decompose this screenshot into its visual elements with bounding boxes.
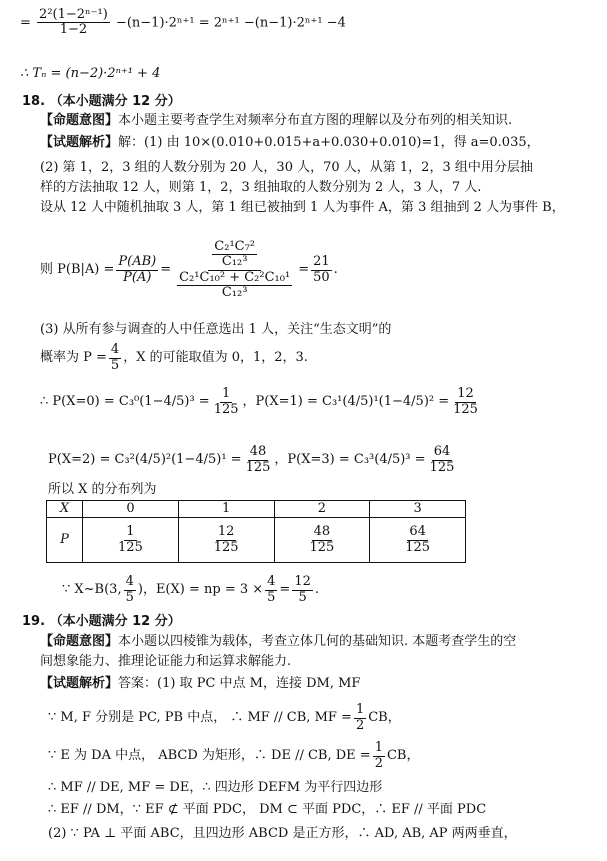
tn-result: ∴ Tₙ = (n−2)·2ⁿ⁺¹ + 4: [20, 66, 161, 81]
combination-fraction: $\frac{\frac{\text{C₂¹C₇²}}{\text{C₁₂³}}}{\frac{\text{C₂¹C₁₀² + C₂²C₁₀¹}}{\text{C₁₂³}}}$: [179, 238, 291, 300]
conditional-probability: 则 P(B|A) = $\frac{P(AB)}{P(A)}$ = $\frac{\frac{\text{C₂¹C₇²}}{\text{C₁₂³}}}{\frac{\text{C₂¹C₁₀² + C₂²C₁₀¹}}{\text{C₁₂³}}}$ = $\frac{21}{50}$ .: [40, 238, 338, 300]
q19-rectangle: ∵ E 为 DA 中点， ABCD 为矩形，∴ DE // CB, DE = $\frac{1}{2}$ CB，: [48, 740, 420, 771]
probabilities-2-3: P(X=2) = C₃²(4/5)²(1−4/5)¹ = $\frac{48}{125}$ ，P(X=3) = C₃³(4/5)³ = $\frac{64}{125}$: [48, 444, 455, 475]
sum-equation: [20, 8, 346, 38]
distribution-table: [46, 500, 466, 563]
q18-part2-line1: (2) 第 1，2，3 组的人数分别为 20 人，30 人，70 人，从第 1，2，3 组中用分层抽: [40, 160, 533, 175]
q19-intent-line1: 【命题意图】本小题以四棱锥为载体，考查立体几何的基础知识. 本题考查学生的空: [40, 634, 517, 649]
q19-intent-line2: 间想象能力、推理论证能力和运算求解能力.: [40, 654, 292, 669]
geometric-fraction: $\frac{\text{2²(1−2ⁿ⁻¹)}}{1-2}$: [39, 7, 108, 38]
q19-midpoints: ∵ M, F 分别是 PC, PB 中点， ∴ MF // CB, MF = $\frac{1}{2}$ CB，: [48, 702, 401, 733]
probabilities-0-1: ∴ P(X=0) = C₃⁰(1−4/5)³ = $\frac{1}{125}$ ，P(X=1) = C₃¹(4/5)¹(1−4/5)² = $\frac{12}{125}$: [40, 386, 478, 417]
q19-heading: 19. （本小题满分 12 分）: [22, 614, 181, 629]
equals-sign: =: [20, 15, 31, 31]
equation-rest: −(n−1)·2ⁿ⁺¹ = 2ⁿ⁺¹ −(n−1)·2ⁿ⁺¹ −4: [115, 15, 346, 31]
expectation: ∵ X~B(3, $\frac{4}{5}$ )，E(X) = np = 3 × $\frac{4}{5}$ = $\frac{12}{5}$ .: [62, 574, 320, 605]
q19-parallelogram: ∴ MF // DE, MF = DE，∴ 四边形 DEFM 为平行四边形: [48, 780, 383, 795]
table-row: X 0 1 2 3: [47, 501, 466, 518]
q19-part1: 【试题解析】答案：(1) 取 PC 中点 M，连接 DM, MF: [40, 676, 361, 691]
success-probability: 概率为 P = $\frac{4}{5}$ ，X 的可能取值为 0，1，2，3.: [40, 342, 308, 373]
q18-part3: (3) 从所有参与调查的人中任意选出 1 人，关注“生态文明”的: [40, 322, 392, 337]
q18-part2-line3: 设从 12 人中随机抽取 3 人，第 1 组已被抽到 1 人为事件 A，第 3 组抽到 2 人为事件 B，: [40, 200, 565, 215]
q18-heading: 18. （本小题满分 12 分）: [22, 94, 181, 109]
table-row: P $\frac{1}{125}$ $\frac{12}{125}$ $\frac{48}{125}$ $\frac{64}{125}$: [47, 518, 466, 563]
q18-part1: 【试题解析】解：(1) 由 10×(0.010+0.015+a+0.030+0.010)=1，得 a=0.035，: [40, 135, 540, 150]
q18-part2-line2: 样的方法抽取 12 人，则第 1，2，3 组抽取的人数分别为 2 人，3 人，7 人.: [40, 180, 482, 195]
q18-intent: 【命题意图】本小题主要考查学生对频率分布直方图的理解以及分布列的相关知识.: [40, 113, 513, 128]
distribution-title: 所以 X 的分布列为: [48, 482, 157, 497]
q19-plane-parallel: ∴ EF // DM，∵ EF ⊄ 平面 PDC， DM ⊂ 平面 PDC，∴ EF // 平面 PDC: [48, 802, 487, 817]
q19-part2: (2) ∵ PA ⊥ 平面 ABC，且四边形 ABCD 是正方形，∴ AD, AB, AP 两两垂直，: [48, 826, 517, 841]
